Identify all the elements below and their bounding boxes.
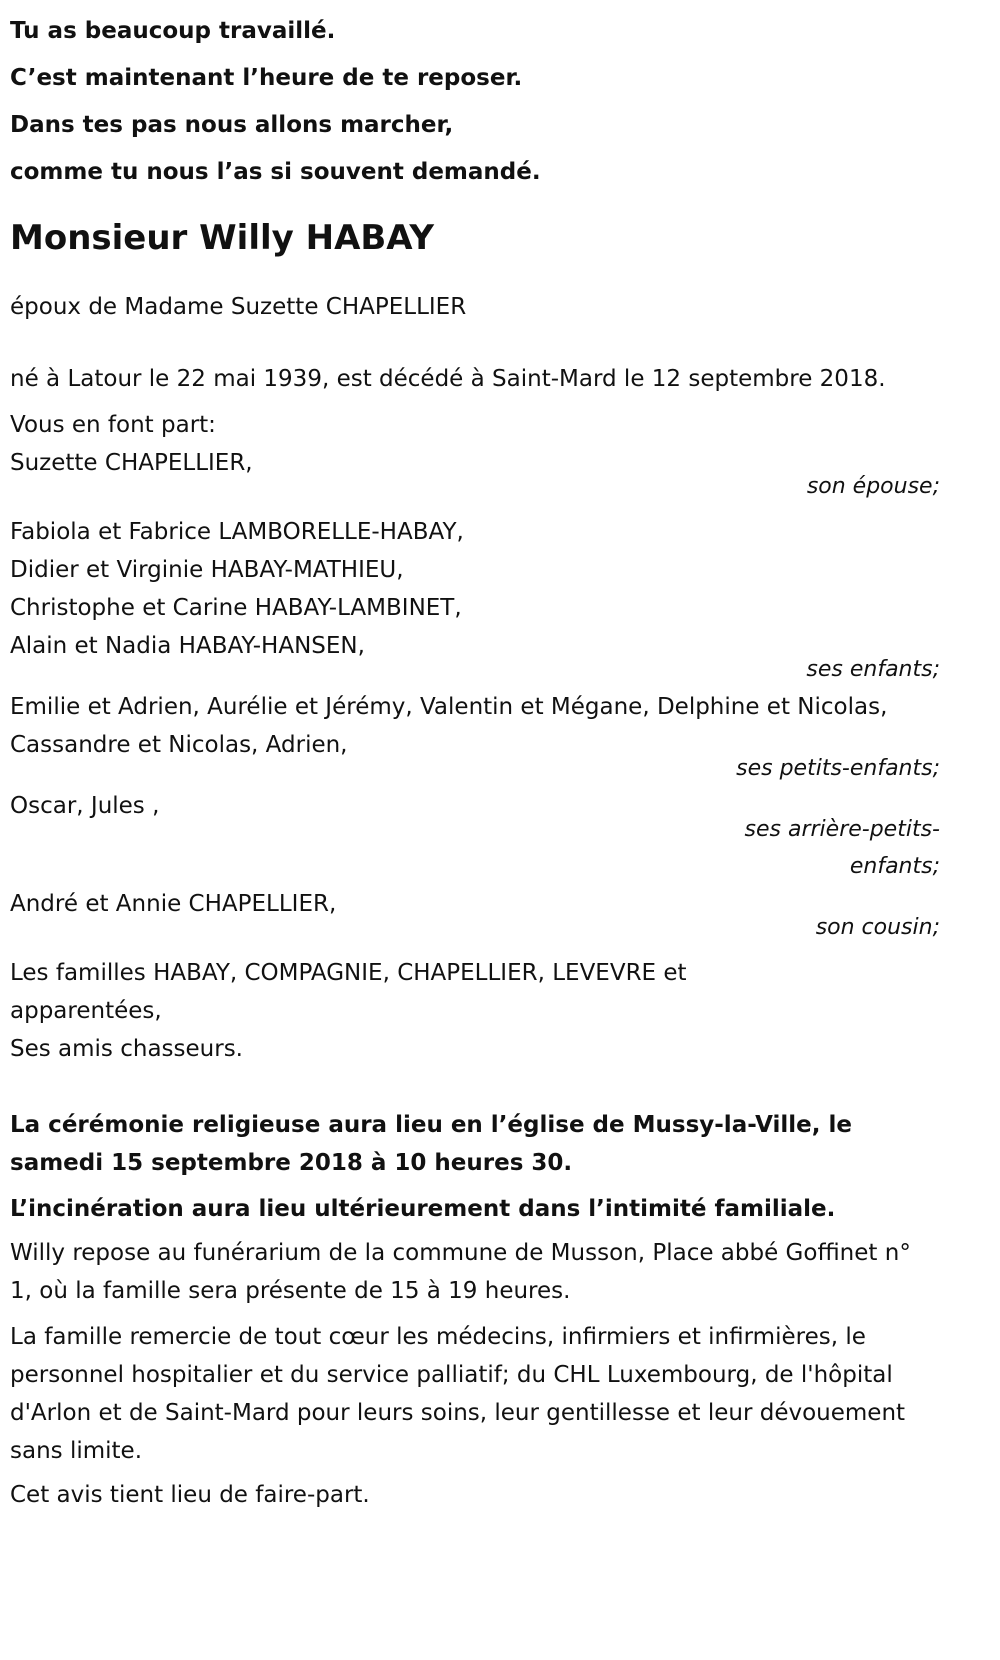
repose-notice: Willy repose au funérarium de la commune de Musson, Place abbé Goffinet n° 1, où la famille sera présente de 15 à 19 heures.: [10, 1240, 911, 1304]
child-entry: Alain et Nadia HABAY-HANSEN,: [10, 633, 365, 659]
great-grandchildren-list: Oscar, Jules ,: [10, 793, 160, 819]
children-role: ses enfants;: [806, 657, 940, 682]
birth-death-line: né à Latour le 22 mai 1939, est décédé à Saint-Mard le 12 septembre 2018.: [10, 366, 886, 392]
closing-notice: Cet avis tient lieu de faire-part.: [10, 1482, 370, 1508]
cousin-line: André et Annie CHAPELLIER,: [10, 891, 337, 917]
poem-line-3: Dans tes pas nous allons marcher,: [10, 112, 454, 138]
obituary-notice: [10, 0, 940, 1514]
child-entry: Christophe et Carine HABAY-LAMBINET,: [10, 595, 462, 621]
poem: [10, 8, 940, 196]
poem-line-1: Tu as beaucoup travaillé.: [10, 18, 336, 44]
grandchildren-role: ses petits-enfants;: [736, 756, 940, 781]
child-entry: Fabiola et Fabrice LAMBORELLE-HABAY,: [10, 519, 464, 545]
child-entry: Didier et Virginie HABAY-MATHIEU,: [10, 557, 404, 583]
children-list: [10, 513, 940, 665]
families-line: Les familles HABAY, COMPAGNIE, CHAPELLIER, LEVEVRE et apparentées,: [10, 960, 687, 1024]
ceremony-notice: La cérémonie religieuse aura lieu en l’église de Mussy-la-Ville, le samedi 15 septembre 2018 à 10 heures 30.: [10, 1112, 852, 1176]
poem-line-4: comme tu nous l’as si souvent demandé.: [10, 159, 541, 185]
spouse-name: Suzette CHAPELLIER,: [10, 450, 253, 476]
great-grandchildren-role: ses arrière-petits-enfants;: [744, 817, 940, 879]
spouse-role: son épouse;: [806, 474, 940, 499]
cremation-notice: L’incinération aura lieu ultérieurement dans l’intimité familiale.: [10, 1196, 836, 1222]
thanks-notice: La famille remercie de tout cœur les médecins, infirmiers et infirmières, le personnel hospitalier et du service palliatif; du CHL Luxembourg, de l'hôpital d'Arlon et de Saint-Mard pour leurs soins, leur gentillesse et leur dévouement sans limite.: [10, 1324, 906, 1464]
grandchildren-list: Emilie et Adrien, Aurélie et Jérémy, Valentin et Mégane, Delphine et Nicolas, Cassandre et Nicolas, Adrien,: [10, 694, 888, 758]
announcement-intro: Vous en font part:: [10, 412, 216, 438]
friends-line: Ses amis chasseurs.: [10, 1036, 243, 1062]
cousin-role: son cousin;: [815, 915, 940, 940]
spouse-line: époux de Madame Suzette CHAPELLIER: [10, 294, 467, 320]
poem-line-2: C’est maintenant l’heure de te reposer.: [10, 65, 523, 91]
deceased-name: Monsieur Willy HABAY: [10, 218, 434, 258]
